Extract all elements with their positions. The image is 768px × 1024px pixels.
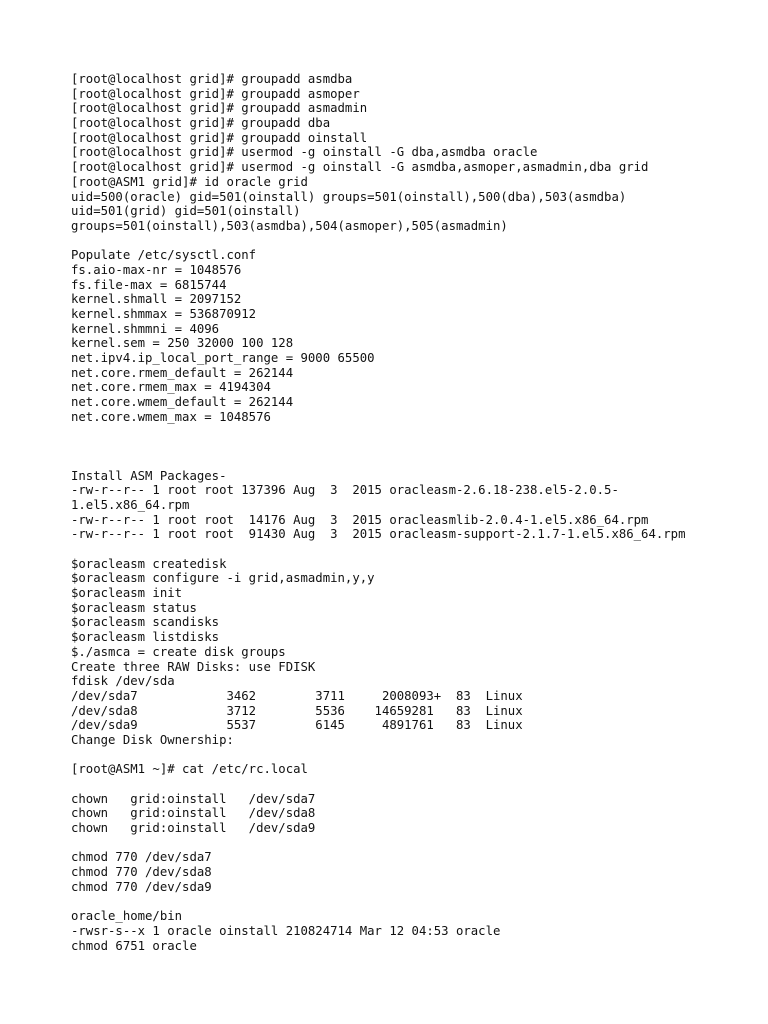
command-line: $oracleasm init <box>71 586 183 601</box>
output-line: groups=501(oinstall),503(asmdba),504(asmoper),505(asmadmin) <box>71 218 508 233</box>
path-line: oracle_home/bin <box>71 909 183 924</box>
blank-line <box>71 454 751 469</box>
config-line: kernel.shmmax = 536870912 <box>71 307 257 321</box>
section-asm-packages <box>71 469 751 542</box>
blank-line <box>71 425 751 440</box>
section-oracle-binary <box>71 909 751 953</box>
command-line: $oracleasm scandisks <box>71 615 220 630</box>
command-line: [root@localhost grid]# groupadd dba <box>71 116 331 131</box>
config-line: net.core.rmem_default = 262144 <box>71 365 294 380</box>
config-line: net.core.wmem_default = 262144 <box>71 395 294 410</box>
command-line: [root@localhost grid]# usermod -g oinstall -G dba,asmdba oracle <box>71 145 538 160</box>
config-line: net.ipv4.ip_local_port_range = 9000 65500 <box>71 351 375 366</box>
output-line: uid=501(grid) gid=501(oinstall) <box>71 204 301 219</box>
command-line: $./asmca = create disk groups <box>71 644 286 659</box>
command-line: $oracleasm createdisk <box>71 556 227 571</box>
section-user-group-setup <box>71 72 751 234</box>
section-heading: Install ASM Packages- <box>71 468 227 483</box>
blank-line <box>71 777 751 792</box>
command-line: [root@localhost grid]# groupadd oinstall <box>71 130 368 145</box>
blank-line <box>71 439 751 454</box>
file-listing-line: -rw-r--r-- 1 root root 14176 Aug 3 2015 oracleasmlib-2.0.4-1.el5.x86_64.rpm <box>71 512 649 527</box>
blank-line <box>71 748 751 763</box>
section-heading: Populate /etc/sysctl.conf <box>71 248 257 263</box>
command-line: [root@localhost grid]# groupadd asmdba <box>71 72 353 86</box>
config-line: kernel.sem = 250 32000 100 128 <box>71 336 294 351</box>
section-oracleasm-commands <box>71 557 751 748</box>
partition-row: /dev/sda9 5537 6145 4891761 83 Linux <box>71 718 523 733</box>
file-listing-line: -rw-r--r-- 1 root root 91430 Aug 3 2015 oracleasm-support-2.1.7-1.el5.x86_64.rpm <box>71 527 686 542</box>
config-line: net.core.rmem_max = 4194304 <box>71 380 271 395</box>
config-line: fs.file-max = 6815744 <box>71 277 227 292</box>
command-line: $oracleasm listdisks <box>71 630 220 645</box>
command-line: [root@localhost grid]# groupadd asmoper <box>71 86 360 101</box>
partition-row: /dev/sda8 3712 5536 14659281 83 Linux <box>71 703 523 718</box>
command-line: $oracleasm status <box>71 600 197 615</box>
file-listing-line: -rw-r--r-- 1 root root 137396 Aug 3 2015 oracleasm-2.6.18-238.el5-2.0.5- <box>71 483 619 498</box>
config-line: fs.aio-max-nr = 1048576 <box>71 262 242 277</box>
command-line: chmod 770 /dev/sda8 <box>71 865 212 880</box>
config-line: kernel.shmmni = 4096 <box>71 321 220 336</box>
command-line: chown grid:oinstall /dev/sda7 <box>71 791 316 806</box>
note-line: Change Disk Ownership: <box>71 732 234 747</box>
command-line: fdisk /dev/sda <box>71 674 175 689</box>
blank-line <box>71 836 751 851</box>
command-line: chmod 6751 oracle <box>71 938 197 953</box>
command-line: [root@localhost grid]# groupadd asmadmin <box>71 101 368 116</box>
command-line: chmod 770 /dev/sda9 <box>71 879 212 894</box>
blank-line <box>71 895 751 910</box>
command-line: chown grid:oinstall /dev/sda9 <box>71 821 316 836</box>
section-chown-commands <box>71 792 751 836</box>
config-line: kernel.shmall = 2097152 <box>71 292 242 307</box>
command-line: [root@localhost grid]# usermod -g oinstall -G asmdba,asmoper,asmadmin,dba grid <box>71 160 649 175</box>
command-line: [root@ASM1 ~]# cat /etc/rc.local <box>71 762 308 777</box>
config-line: net.core.wmem_max = 1048576 <box>71 409 271 424</box>
command-line: chmod 770 /dev/sda7 <box>71 850 212 865</box>
partition-row: /dev/sda7 3462 3711 2008093+ 83 Linux <box>71 688 523 703</box>
file-listing-line: 1.el5.x86_64.rpm <box>71 497 190 512</box>
command-line: [root@ASM1 grid]# id oracle grid <box>71 174 308 189</box>
note-line: Create three RAW Disks: use FDISK <box>71 659 316 674</box>
section-rc-local <box>71 762 751 777</box>
blank-line <box>71 234 751 249</box>
command-line: chown grid:oinstall /dev/sda8 <box>71 806 316 821</box>
section-chmod-commands <box>71 850 751 894</box>
file-listing-line: -rwsr-s--x 1 oracle oinstall 210824714 Mar 12 04:53 oracle <box>71 923 501 938</box>
command-line: $oracleasm configure -i grid,asmadmin,y,y <box>71 571 375 586</box>
document-page <box>71 72 751 953</box>
blank-line <box>71 542 751 557</box>
output-line: uid=500(oracle) gid=501(oinstall) groups=501(oinstall),500(dba),503(asmdba) <box>71 189 627 204</box>
section-sysctl-config <box>71 248 751 424</box>
